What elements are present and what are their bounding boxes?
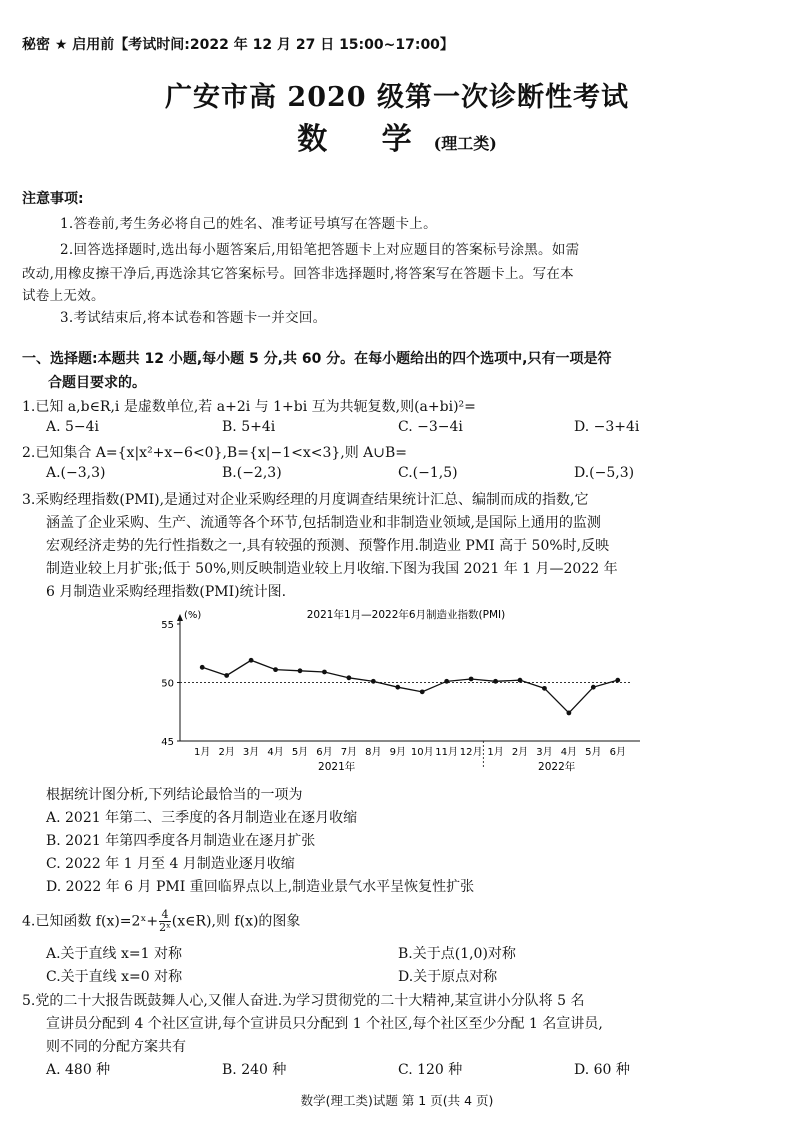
x-tick-label: 3月 — [242, 747, 260, 758]
y-tick-label: 45 — [161, 737, 174, 748]
section-heading: 一、选择题:本题共 12 小题,每小题 5 分,共 60 分。在每小题给出的四个选项中,只有一项是符 — [22, 351, 612, 367]
x-tick-label: 12月 — [459, 747, 483, 758]
data-point — [566, 711, 571, 716]
chart-axes — [177, 614, 640, 769]
x-tick-label: 2月 — [511, 747, 529, 758]
data-point — [420, 689, 425, 694]
q2-option-c: C.(−1,5) — [398, 465, 458, 481]
year-label: 2022年 — [538, 761, 576, 773]
x-tick-label: 9月 — [389, 747, 406, 758]
note-3: 3.考试结束后,将本试卷和答题卡一并交回。 — [60, 310, 327, 326]
note-2-line-3: 试卷上无效。 — [22, 288, 105, 304]
data-point — [395, 685, 400, 690]
data-point — [371, 679, 376, 684]
q1-option-b: B. 5+4i — [222, 419, 276, 435]
q3-line-2: 涵盖了企业采购、生产、流通等各个环节,包括制造业和非制造业领域,是国际上通用的监测 — [46, 515, 601, 531]
q2-option-d: D.(−5,3) — [574, 465, 635, 481]
q4-option-b: B.关于点(1,0)对称 — [398, 946, 516, 962]
data-point — [273, 667, 278, 672]
data-point — [444, 679, 449, 684]
data-point — [224, 673, 229, 678]
q5-line-2: 宣讲员分配到 4 个社区宣讲,每个宣讲员只分配到 1 个社区,每个社区至少分配 1 名宣讲员, — [46, 1016, 603, 1032]
pmi-series-line — [202, 660, 618, 713]
q5-option-a: A. 480 种 — [46, 1062, 111, 1078]
data-point — [615, 678, 620, 683]
q1-option-d: D. −3+4i — [574, 419, 640, 435]
q4-stem — [22, 909, 300, 934]
q4-fraction — [159, 909, 171, 934]
confidential-line: 秘密 ★ 启用前【考试时间:2022 年 12 月 27 日 15:00~17:00】 — [22, 37, 454, 53]
notes-heading: 注意事项: — [22, 191, 84, 207]
x-tick-label: 8月 — [365, 747, 382, 758]
x-tick-label: 4月 — [560, 747, 578, 758]
x-tick-label: 1月 — [194, 747, 211, 758]
y-tick-label: 50 — [161, 678, 174, 690]
q3-line-1: 3.采购经理指数(PMI),是通过对企业采购经理的月度调查结果统计汇总、编制而成的指数,它 — [22, 492, 589, 508]
subject-title — [0, 114, 794, 158]
subject-name: 数 学 — [297, 122, 434, 157]
x-tick-label: 11月 — [435, 747, 459, 758]
q5-option-b: B. 240 种 — [222, 1062, 287, 1078]
data-point — [322, 670, 327, 675]
chart-tick-labels — [161, 620, 626, 773]
q2-stem: 2.已知集合 A={x|x²+x−6<0},B={x|−1<x<3},则 A∪B= — [22, 445, 408, 461]
note-2-line-2: 改动,用橡皮擦干净后,再选涂其它答案标号。回答非选择题时,将答案写在答题卡上。写在本 — [22, 266, 574, 282]
q3-line-5: 6 月制造业采购经理指数(PMI)统计图. — [46, 584, 287, 600]
x-tick-label: 1月 — [487, 747, 504, 758]
data-point — [249, 658, 254, 663]
q4-fraction-numerator: 4 — [159, 909, 171, 922]
q2-option-b: B.(−2,3) — [222, 465, 282, 481]
q5-line-3: 则不同的分配方案共有 — [46, 1039, 186, 1055]
q2-option-a: A.(−3,3) — [46, 465, 106, 481]
q3-option-c: C. 2022 年 1 月至 4 月制造业逐月收缩 — [46, 856, 295, 872]
year-label: 2021年 — [318, 761, 356, 773]
x-tick-label: 6月 — [316, 747, 333, 758]
chart-points — [200, 658, 620, 715]
y-axis-unit: (%) — [184, 610, 202, 621]
section-heading-cont: 合题目要求的。 — [48, 375, 146, 391]
q5-option-d: D. 60 种 — [574, 1062, 630, 1078]
chart-series — [202, 660, 618, 713]
pmi-line-chart — [150, 604, 650, 776]
q3-option-a: A. 2021 年第二、三季度的各月制造业在逐月收缩 — [46, 810, 358, 826]
q3-option-b: B. 2021 年第四季度各月制造业在逐月扩张 — [46, 833, 316, 849]
q1-option-c: C. −3−4i — [398, 419, 463, 435]
q1-stem: 1.已知 a,b∈R,i 是虚数单位,若 a+2i 与 1+bi 互为共轭复数,则(a+bi)²= — [22, 399, 476, 415]
data-point — [346, 675, 351, 680]
q4-stem-part-2: (x∈R),则 f(x)的图象 — [171, 913, 301, 930]
q3-line-3: 宏观经济走势的先行性指数之一,具有较强的预测、预警作用.制造业 PMI 高于 50%时,反映 — [46, 538, 610, 554]
x-tick-label: 7月 — [340, 747, 358, 758]
q3-prompt: 根据统计图分析,下列结论最恰当的一项为 — [46, 787, 303, 803]
x-tick-label: 3月 — [536, 747, 553, 758]
data-point — [518, 678, 523, 683]
q4-option-d: D.关于原点对称 — [398, 969, 498, 985]
note-1: 1.答卷前,考生务必将自己的姓名、准考证号填写在答题卡上。 — [60, 216, 437, 232]
data-point — [542, 686, 547, 691]
q4-option-c: C.关于直线 x=0 对称 — [46, 969, 183, 985]
x-tick-label: 2月 — [218, 747, 235, 758]
x-tick-label: 5月 — [291, 747, 309, 758]
data-point — [469, 677, 474, 682]
q3-option-d: D. 2022 年 6 月 PMI 重回临界点以上,制造业景气水平呈恢复性扩张 — [46, 879, 475, 895]
x-tick-label: 6月 — [609, 747, 626, 758]
y-tick-label: 55 — [161, 620, 174, 631]
q4-option-a: A.关于直线 x=1 对称 — [46, 946, 182, 962]
q3-line-4: 制造业较上月扩张;低于 50%,则反映制造业较上月收缩.下图为我国 2021 年 1 月—2022 年 — [46, 561, 618, 577]
q4-stem-part-1: 4.已知函数 f(x)=2ˣ+ — [22, 913, 159, 930]
q5-line-1: 5.党的二十大报告既鼓舞人心,又催人奋进.为学习贯彻党的二十大精神,某宣讲小分队将 5 名 — [22, 993, 585, 1009]
q1-option-a: A. 5−4i — [46, 419, 100, 435]
subject-note: (理工类) — [433, 134, 497, 153]
q5-option-c: C. 120 种 — [398, 1062, 463, 1078]
data-point — [298, 668, 303, 673]
exam-title: 广安市高 2020 级第一次诊断性考试 — [165, 82, 629, 113]
page-footer: 数学(理工类)试题 第 1 页(共 4 页) — [300, 1093, 494, 1108]
data-point — [493, 679, 498, 684]
x-tick-label: 4月 — [267, 747, 284, 758]
x-tick-label: 10月 — [410, 747, 434, 758]
note-2-line-1: 2.回答选择题时,选出每小题答案后,用铅笔把答题卡上对应题目的答案标号涂黑。如需 — [60, 242, 580, 258]
q4-fraction-denominator: 2ˣ — [159, 921, 171, 934]
chart-title: 2021年1月—2022年6月制造业指数(PMI) — [306, 609, 506, 621]
data-point — [591, 685, 596, 690]
data-point — [200, 665, 205, 670]
x-tick-label: 5月 — [585, 747, 602, 758]
y-axis-arrow — [177, 614, 183, 621]
